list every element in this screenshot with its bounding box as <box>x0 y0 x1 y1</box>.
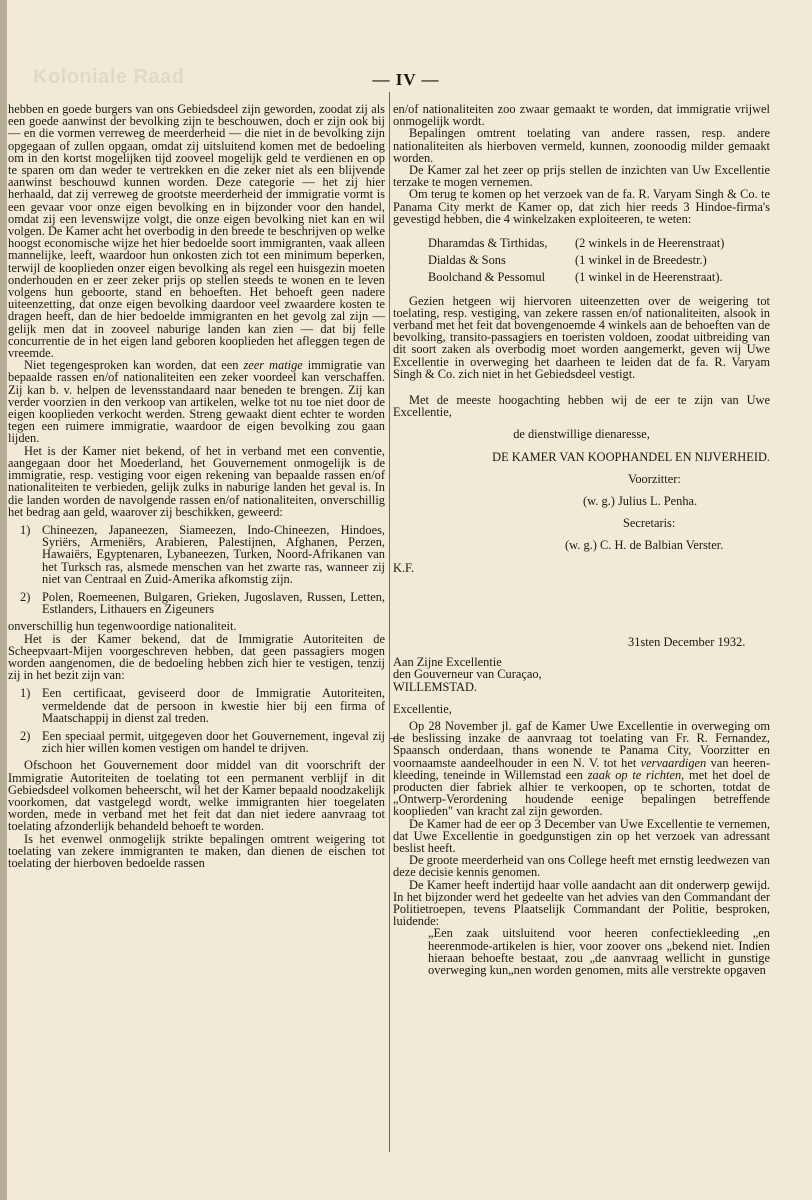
secretary-title: Secretaris: <box>623 516 676 531</box>
address-line: den Gouverneur van Curaçao, <box>393 667 542 682</box>
chair-title: Voorzitter: <box>628 471 681 486</box>
paragraph: Bepalingen omtrent toelating van andere rassen, resp. andere nationaliteiten als hierboven vermeld, kunnen, zoonoodig milder gemaakt worden. <box>393 126 770 165</box>
paragraph: Op 28 November jl. gaf de Kamer Uwe Excellentie in overweging om de beslissing inzake de aanvraag tot toelating van Fr. R. Fernandez, Spaansch onderdaan, thans wonende te Panama City, Voorzitter en voornaamste aandeelhouder in een N. V. tot het vervaardigen van heeren-kleeding, teneinde in Willemstad een zaak op te richten, met het doel de producten dier fabriek alhier te verkoopen, op te schorten, totdat de „Ontwerp-Verordening houdende eenige bepalingen betreffende kooplieden" van kracht zal zijn geworden. <box>393 718 770 819</box>
list-item: 2) Polen, Roemeenen, Bulgaren, Grieken, Jugoslaven, Russen, Letten, Estlanders, Lithauers en Zigeuners <box>20 589 385 617</box>
paragraph: Is het evenwel onmogelijk strikte bepalingen omtrent weigering tot toelating van zekere immigranten te maken, dan dienen de eischen tot toelating der hierboven bedoelde rassen <box>8 831 385 870</box>
address-line: WILLEMSTAD. <box>393 679 478 694</box>
closing: Met de meeste hoogachting hebben wij de eer te zijn van Uwe Excellentie, <box>393 393 770 420</box>
paragraph: Gezien hetgeen wij hiervoren uiteenzetten over de weigering tot toelating, resp. vestiging, van zekere rassen en/of nationaliteiten, alsook in verband met het feit dat bovengenoemde 4 winkels aan de behoeften van de bevolking, transito-passagiers en toeristen voldoen, zoodat uitbreiding van dit soort zaken als overbodig moet worden aangemerkt, geven wij Uwe Excellentie in overweging het daarheen te leiden dat de fa. R. Varyam Singh & Co. zich niet in het Gebiedsdeel vestigt. <box>393 293 770 381</box>
quoted-advice: „Een zaak uitsluitend voor heeren confectiekleeding „en heerenmode-artikelen is hier, voor zoover ons „bekend niet. Indien hieraan behoefte bestaat, zou „de aanvraag wellicht in gunstige overweging kun„nen worden genomen, mits alle verstrekte opgaven <box>428 926 770 977</box>
paragraph: Om terug te komen op het verzoek van de fa. R. Varyam Singh & Co. te Panama City merkt de Kamer op, dat zich hier reeds 3 Hindoe-firma's gevestigd hebben, die 4 winkelzaken exploiteeren, te weten: <box>393 187 770 226</box>
chamber-name: DE KAMER VAN KOOPHANDEL EN NIJVERHEID. <box>492 449 770 464</box>
paragraph: Het is der Kamer bekend, dat de Immigratie Autoriteiten de Scheepvaart-Mijen voorgeschreven hebben, dat geen passagiers mogen worden aangenomen, die de bedoeling hebben zich hier te vestigen, tenzij zij in het bezit zijn van: <box>8 631 385 683</box>
address-line: Aan Zijne Excellentie <box>393 655 502 670</box>
servant-line: de dienstwillige dienaresse, <box>513 427 650 442</box>
paragraph: De Kamer heeft indertijd haar volle aandacht aan dit onderwerp gewijd. In het bijzonder werd het gedeelte van het advies van den Commandant der Politietroepen, tevens Plaatselijk Commandant der Politie, besproken, luidende: <box>393 877 770 929</box>
left-column <box>8 103 385 869</box>
shop-entry: Boolchand & Pessomul (1 winkel in de Heerenstraat). <box>428 270 723 285</box>
paragraph: De groote meerderheid van ons College heeft met ernstig leedwezen van deze decisie kennis genomen. <box>393 853 770 880</box>
page-number: — IV — <box>372 70 440 89</box>
paragraph: De Kamer had de eer op 3 December van Uwe Excellentie te vernemen, dat Uwe Excellentie in goedgunstigen zin op het verzoek van adressant beslist heeft. <box>393 816 770 855</box>
salutation: Excellentie, <box>393 701 452 716</box>
secretary-signature: (w. g.) C. H. de Balbian Verster. <box>565 538 724 553</box>
right-column <box>393 103 770 976</box>
paragraph: Niet tegengesproken kan worden, dat een zeer matige immigratie van bepaalde rassen en/of nationaliteiten een zeker voordeel kan verschaffen. Zij kan b. v. helpen de levensstandaard naar beneden te brengen. Zij kan verder voorzien in den verkoop van artikelen, welke tot nu toe niet door de eigen kooplieden verkocht werden. Streng gewaakt dient echter te worden tegen een ruimere immigratie, waardoor de eigen bevolking zou gaan lijden. <box>8 358 386 446</box>
column-divider <box>389 92 390 1152</box>
initials: K.F. <box>393 560 415 575</box>
paragraph: en/of nationaliteiten zoo zwaar gemaakt te worden, dat immigratie vrijwel onmogelijk wordt. <box>393 102 770 129</box>
paragraph: De Kamer zal het zeer op prijs stellen de inzichten van Uw Excellentie terzake te mogen vernemen. <box>393 163 770 190</box>
paragraph: Ofschoon het Gouvernement door middel van dit voorschrift der Immigratie Autoriteiten de toelating tot een permanent verblijf in dit Gebiedsdeel volkomen beheerscht, wil het der Kamer bepaald noodzakelijk voorkomen, dat vastgelegd wordt, welke immigranten hier toegelaten worden, mede in verband met het feit dat dan niet iedere aanvraag tot toelating afzonderlijk behandeld behoeft te worden. <box>8 758 385 834</box>
list-item: 2) Een speciaal permit, uitgegeven door het Gouvernement, ingeval zij zich hier willen komen vestigen om handel te drijven. <box>20 728 385 756</box>
list-item: 1) Een certificaat, geviseerd door de Immigratie Autoriteiten, vermeldende dat de persoon in kwestie hier bij een firma of Maatschappij in dienst zal treden. <box>20 686 385 725</box>
list-item: 1) Chineezen, Japaneezen, Siameezen, Indo-Chineezen, Hindoes, Syriërs, Armeniërs, Arabieren, Palestijnen, Afghanen, Perzen, Hawaiërs, Egyptenaren, Lybaneezen, Turken, Noord-Afrikanen van het Turksch ras, alsmede menschen van het zwarte ras, wanneer zij niet van Centraal en Zuid-Amerika afkomstig zijn. <box>20 522 385 586</box>
chair-signature: (w. g.) Julius L. Penha. <box>583 494 698 509</box>
shop-entry: Dharamdas & Tirthidas, (2 winkels in de Heerenstraat) <box>428 236 725 251</box>
paragraph: onverschillig hun tegenwoordige nationaliteit. <box>8 619 237 634</box>
paragraph: hebben en goede burgers van ons Gebiedsdeel zijn geworden, zoodat zij als een goede aanwinst der bevolking zijn te beschouwen, doch er zijn ook bij — en die vormen verreweg de meerderheid — die niet in de bevolking zijn opgegaan of zullen opgaan, omdat zij uitsluitend komen met de bedoeling om in den kortst mogelijken tijd zooveel mogelijk geld te verdienen en op te sparen om dan weder te vertrekken en die zeker niet als een blijvende aanwinst beschouwd kunnen worden. Deze categorie — het zij hier herhaald, dat zij verreweg de grootste meerderheid der immigratie vormt is een gevaar voor onze eigen bevolking en in bijzonder voor den handel, omdat zij een levenswijze volgt, die onze eigen bevolking niet kan en wil volgen. De Kamer acht het overbodig in den breede te beschrijven op welke hoogst economische wijze het hier bedoelde soort immigranten, vaak alleen mannelijke, leeft, waardoor hun onkosten zich tot een minimum beperken, terwijl de kooplieden onzer eigen bevolking als regel een huisgezin moeten onderhouden en er zeer zeker prijs op stellen steeds te wonen en te leven volgens hun geboorte, stand en behoeften. Het behoeft geen nadere uiteenzetting, dat onze eigen bevolking daardoor veel zwaardere kosten te dragen heeft, dan de hier bedoelde immigranten en het gevolg zal zijn — gelijk men dat in zooveel naburige landen kan zien — dat bij felle concurrentie de in het eigen land geboren kooplieden het afleggen tegen de vreemde. <box>8 102 385 361</box>
paragraph: Het is der Kamer niet bekend, of het in verband met een conventie, aangegaan door het Moederland, het Gouvernement onmogelijk is de immigratie, resp. vestiging voor eigen rekening van bepaalde rassen en/of nationaliteiten te verbieden, gelijk zulks in naburige landen het geval is. In die landen worden de navolgende rassen en/of nationaliteiten, onverschillig het bedrag aan geld, waarover zij beschikken, geweerd: <box>8 443 385 519</box>
page-edge <box>0 0 7 1200</box>
letter-date: 31sten December 1932. <box>628 634 746 649</box>
watermark: Koloniale Raad <box>33 66 185 88</box>
shop-entry: Dialdas & Sons (1 winkel in de Breedestr.) <box>428 253 707 268</box>
